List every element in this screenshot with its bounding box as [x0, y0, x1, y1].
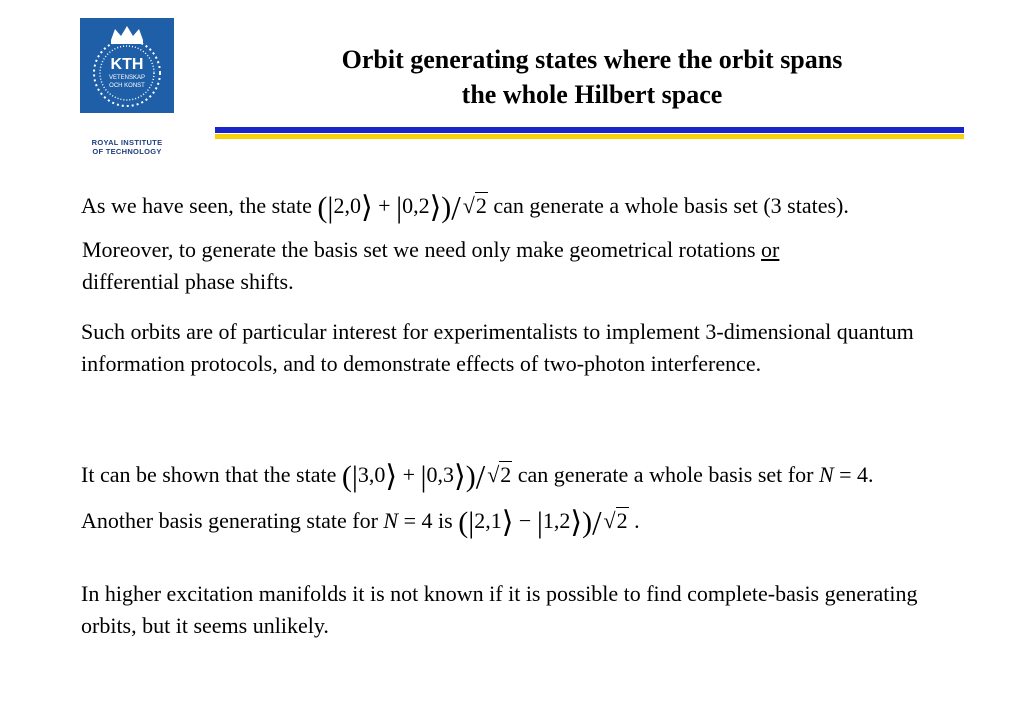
line1-suffix: can generate a whole basis set (3 states).: [493, 193, 849, 218]
operator: +: [402, 462, 416, 487]
equation-line-5: Another basis generating state for N = 4 is (|2,1⟩ − |1,2⟩)/√2 .: [81, 505, 640, 542]
logo-caption: [80, 138, 174, 156]
para2-text2: differential phase shifts.: [82, 269, 294, 294]
ket-a: 2,0: [333, 193, 361, 218]
line1-prefix: As we have seen, the state: [81, 193, 312, 218]
title-line2: the whole Hilbert space: [461, 80, 723, 109]
paragraph-2: [82, 234, 942, 298]
line5-prefix: Another basis generating state for: [81, 508, 378, 533]
title-line1: Orbit generating states where the orbit spans: [341, 45, 843, 74]
equation-line-1: As we have seen, the state (|2,0⟩ + |0,2⟩)/√2 can generate a whole basis set (3 states).: [81, 190, 849, 227]
operator: −: [518, 508, 532, 533]
logo-monogram: KTH: [110, 56, 144, 73]
line5-suffix: .: [634, 508, 640, 533]
logo-motto-1: VETENSKAP: [108, 75, 145, 81]
ket-b: 1,2: [542, 508, 571, 533]
kth-emblem: [80, 18, 174, 113]
sqrt-value: 2: [500, 462, 512, 487]
paragraph-3: Such orbits are of particular interest for experimentalists to implement 3-dimensional quantum information protocols, and to demonstrate effects of two-photon interference.: [81, 319, 914, 376]
header-divider-blue: [215, 127, 964, 133]
logo-motto-2: OCH KONST: [109, 83, 145, 89]
logo-caption-line2: OF TECHNOLOGY: [92, 147, 162, 156]
header-divider-yellow: [215, 134, 964, 139]
paragraph-6: In higher excitation manifolds it is not known if it is possible to find complete-basis generating orbits, but it seems unlikely.: [81, 581, 918, 638]
ket-b: 0,2: [402, 193, 430, 218]
para2-text: Moreover, to generate the basis set we need only make geometrical rotations: [82, 237, 756, 262]
variable-n: N: [383, 508, 399, 533]
sqrt-value: 2: [475, 193, 487, 218]
para2-underlined: or: [761, 237, 780, 262]
line5-equality: = 4 is: [403, 508, 453, 533]
logo-caption-line1: ROYAL INSTITUTE: [91, 138, 163, 147]
slide-title: [262, 42, 922, 112]
equation-line-4: It can be shown that the state (|3,0⟩ + |0,3⟩)/√2 can generate a whole basis set for N = 4.: [81, 459, 874, 496]
line4-suffix: can generate a whole basis set for: [517, 462, 814, 487]
ket-b: 0,3: [426, 462, 455, 487]
kth-logo: [80, 18, 174, 156]
line4-prefix: It can be shown that the state: [81, 462, 337, 487]
sqrt-value: 2: [616, 508, 628, 533]
ket-a: 2,1: [474, 508, 502, 533]
variable-n: N: [818, 462, 834, 487]
line4-equality: = 4.: [839, 462, 874, 487]
ket-a: 3,0: [357, 462, 386, 487]
operator: +: [378, 193, 391, 218]
